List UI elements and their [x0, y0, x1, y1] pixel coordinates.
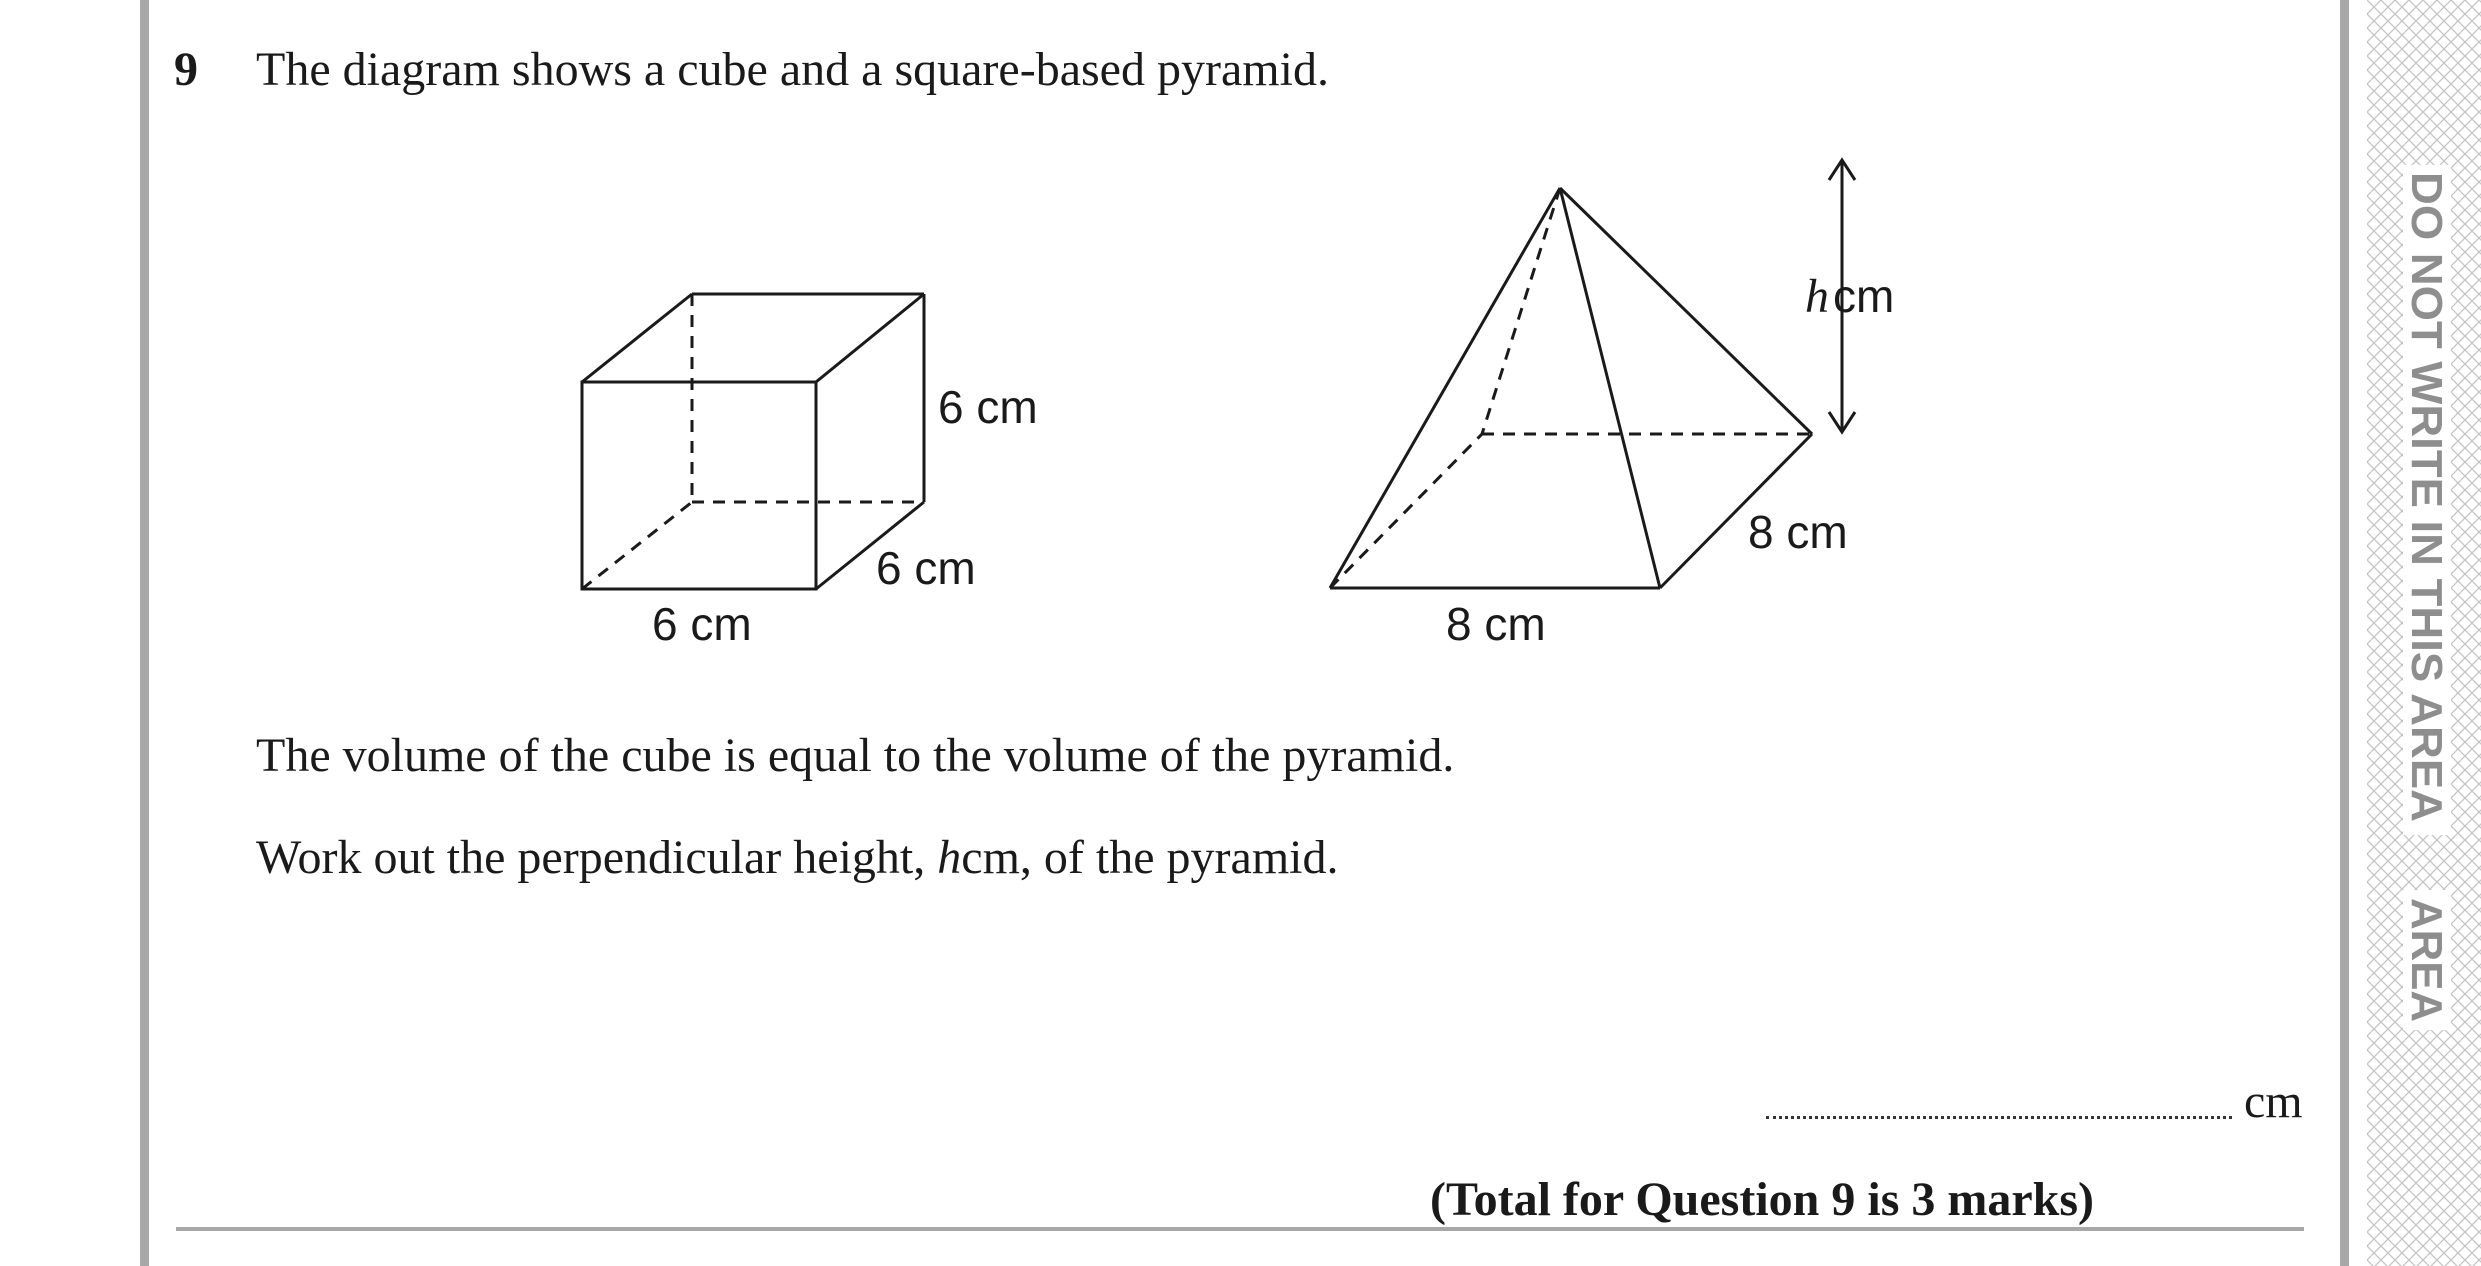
cube-depth-label: 6 cm	[876, 542, 976, 594]
pyramid-hidden-edges	[1330, 188, 1812, 588]
cube-edge-top-right	[816, 294, 924, 382]
question-task-var: h	[937, 831, 962, 884]
margin-warning-text	[2367, 0, 2481, 1266]
page-border-right	[2340, 0, 2349, 1266]
question-intro: The diagram shows a cube and a square-based pyramid.	[256, 43, 1329, 96]
pyramid-height-unit: cm	[1833, 270, 1895, 322]
question-divider	[176, 1227, 2304, 1231]
cube-width-label: 6 cm	[652, 598, 752, 650]
answer-line[interactable]	[1766, 1116, 2232, 1119]
question-task-after: cm, of the pyramid.	[961, 831, 1339, 884]
cube-front-face	[582, 382, 816, 589]
pyramid-base-label: 8 cm	[1446, 598, 1546, 650]
question-task-before: Work out the perpendicular height,	[256, 831, 938, 884]
total-marks: (Total for Question 9 is 3 marks)	[1430, 1173, 2095, 1226]
pyramid-edge-front	[1560, 188, 1660, 588]
pyramid-height-var: h	[1805, 270, 1829, 323]
margin-warning-label-cut: AREA	[2402, 898, 2451, 1023]
question-number: 9	[174, 43, 198, 96]
pyramid-height-label	[1805, 270, 1894, 323]
answer-unit: cm	[2244, 1075, 2303, 1128]
cube-height-label: 6 cm	[938, 381, 1038, 433]
pyramid-side-label: 8 cm	[1748, 506, 1848, 558]
pyramid-edge-right	[1560, 188, 1812, 434]
question-task	[256, 830, 1339, 885]
cube-figure	[582, 294, 924, 589]
pyramid-edge-left	[1330, 188, 1560, 588]
margin-warning-label: DO NOT WRITE IN THIS AREA	[2402, 172, 2451, 802]
question-statement: The volume of the cube is equal to the volume of the pyramid.	[256, 729, 1455, 782]
cube-edge-top-left	[582, 294, 692, 382]
do-not-write-margin	[2367, 0, 2481, 1266]
